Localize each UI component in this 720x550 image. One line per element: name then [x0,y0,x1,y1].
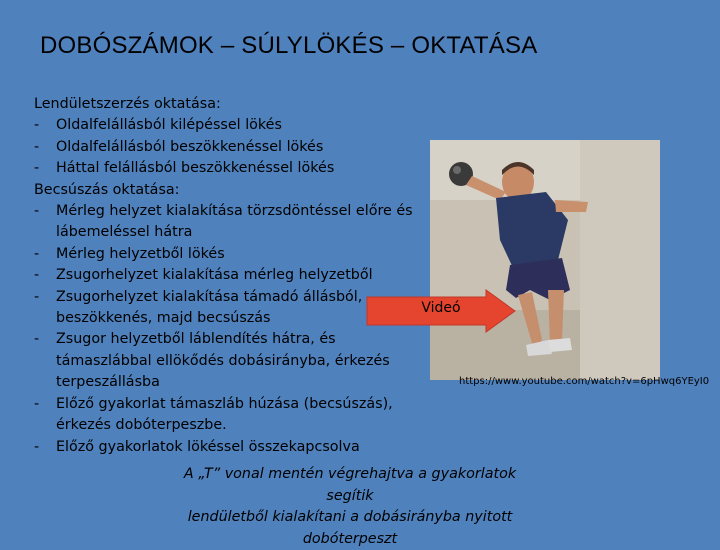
bullet-dash: - [34,201,39,222]
bullet-dash: - [34,287,39,308]
list-item-line: beszökkenés, majd becsúszás [56,308,434,329]
list-item-line: Zsugor helyzetből láblendítés hátra, és [56,329,434,350]
bullet-dash: - [34,115,39,136]
list-item [34,244,434,265]
list-item-line: lábemeléssel hátra [56,222,434,243]
list-item-line: Mérleg helyzetből lökés [56,244,434,265]
list-item-line: érkezés dobóterpeszbe. [56,415,434,436]
shot-put-athlete-photo [430,140,660,380]
caption [160,464,540,550]
list-item [34,329,434,393]
list-item-line: Zsugorhelyzet kialakítása mérleg helyzetből [56,265,434,286]
video-url[interactable]: https://www.youtube.com/watch?v=6pHwq6YEyI0 [459,376,709,387]
bullet-dash: - [34,437,39,458]
list-item [34,265,434,286]
section-heading: Lendületszerzés oktatása: [34,94,434,115]
bullet-dash: - [34,394,39,415]
caption-line: dobóterpeszt [160,529,540,550]
caption-line: lendületből kialakítani a dobásirányba nyitott [160,507,540,529]
list-item-line: Előző gyakorlatok lökéssel összekapcsolva [56,437,434,458]
list-item [34,115,434,136]
list-item-line: terpeszállásba [56,372,434,393]
list-item-line: Háttal felállásból beszökkenéssel lökés [56,158,434,179]
bullet-dash: - [34,329,39,350]
list-item-line: Oldalfelállásból kilépéssel lökés [56,115,434,136]
list-item-line: Zsugorhelyzet kialakítása támadó állásból, [56,287,434,308]
list-item [34,437,434,458]
bullet-dash: - [34,244,39,265]
list-item [34,158,434,179]
list-item [34,201,434,244]
bullet-dash: - [34,137,39,158]
instruction-list [34,94,434,458]
list-item-line: Előző gyakorlat támaszláb húzása (becsúszás), [56,394,434,415]
list-item [34,394,434,437]
section-heading: Becsúszás oktatása: [34,180,434,201]
bullet-dash: - [34,265,39,286]
list-item-line: támaszlábbal ellökődés dobásirányba, érkezés [56,351,434,372]
list-item-line: Oldalfelállásból beszökkenéssel lökés [56,137,434,158]
bullet-dash: - [34,158,39,179]
slide-title: DOBÓSZÁMOK – SÚLYLÖKÉS – OKTATÁSA [40,32,537,60]
list-item-line: Mérleg helyzet kialakítása törzsdöntéssel előre és [56,201,434,222]
video-button-label[interactable]: Videó [386,300,496,316]
caption-line: A „T” vonal mentén végrehajtva a gyakorlatok segítik [160,464,540,507]
list-item [34,137,434,158]
